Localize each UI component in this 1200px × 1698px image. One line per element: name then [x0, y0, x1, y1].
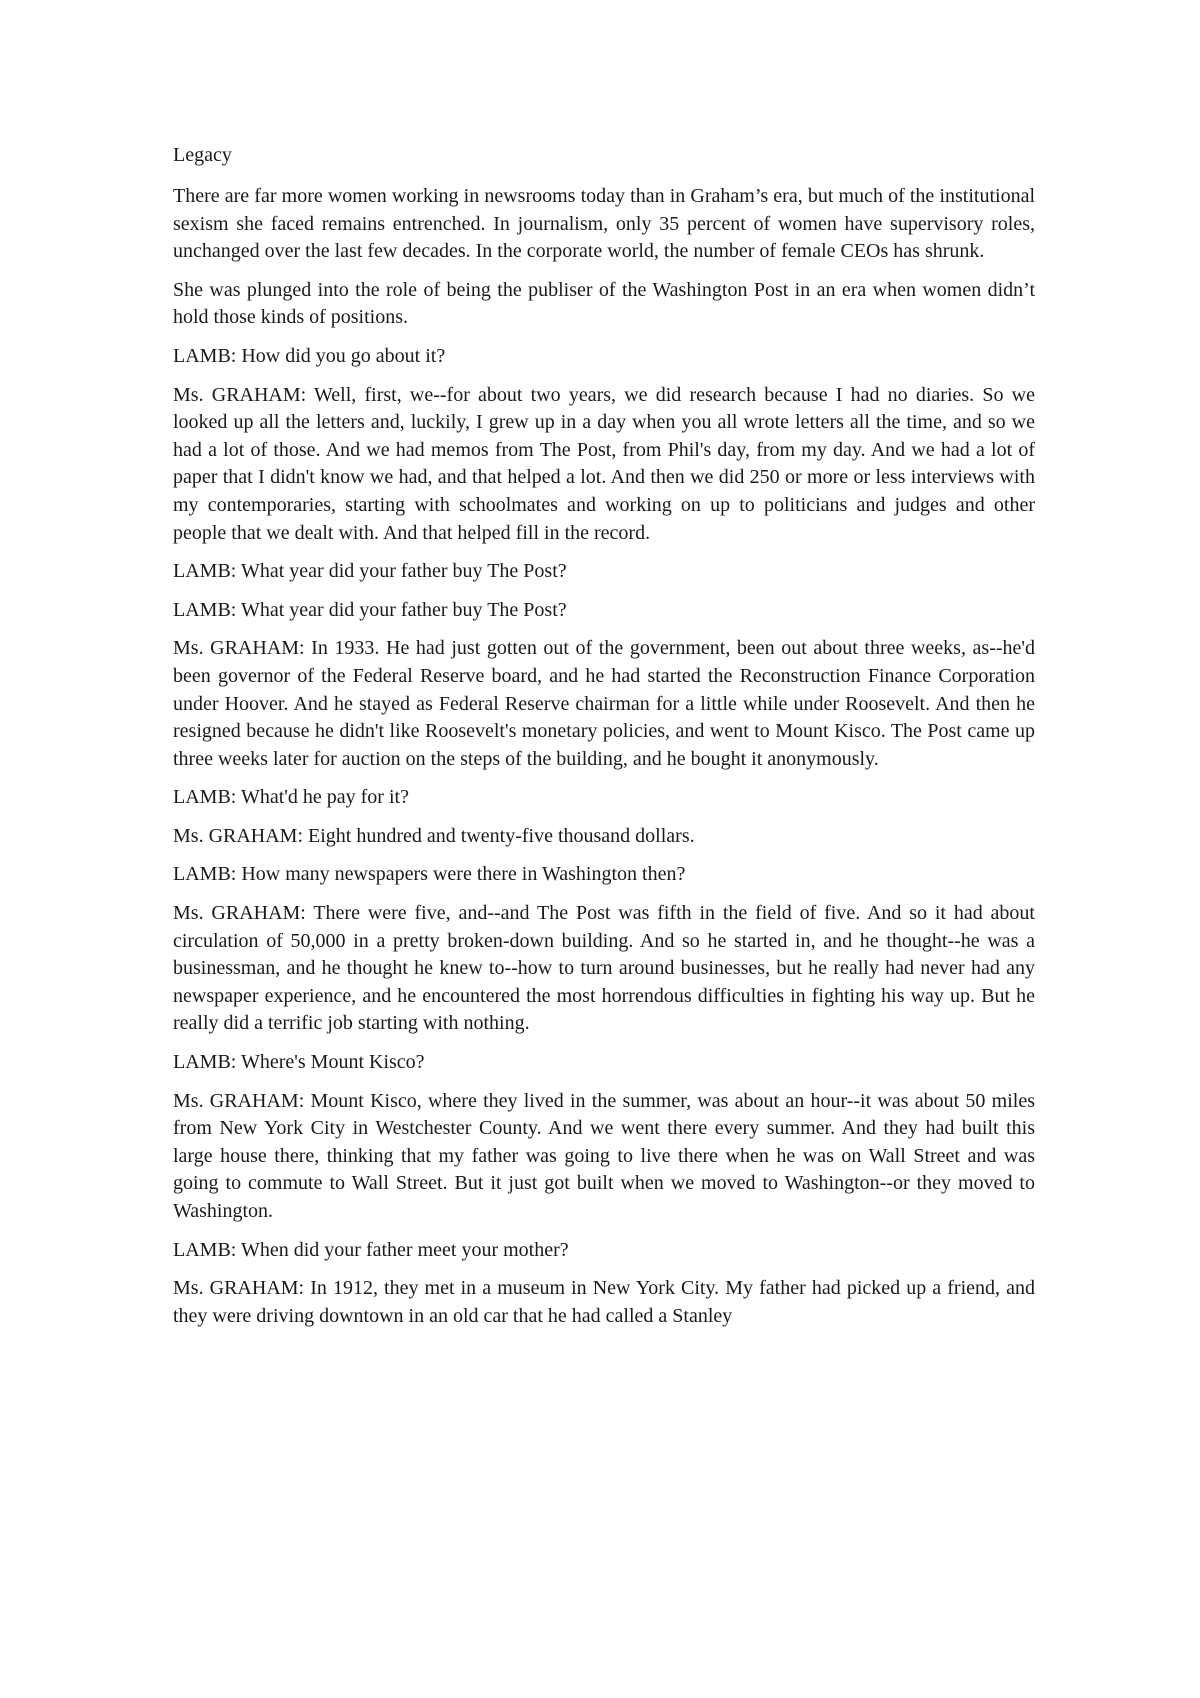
question-parents-meet: LAMB: When did your father meet your mother? [173, 1238, 569, 1261]
section-heading: Legacy [173, 144, 232, 166]
question-how-did-you-go-about-it: LAMB: How did you go about it? [173, 344, 446, 367]
paragraph-publisher: She was plunged into the role of being the publiser of the Washington Post in an era when women didn’t hold those kinds of positions. [173, 278, 1035, 329]
question-year-father-bought-post-repeat: LAMB: What year did your father buy The Post? [173, 598, 567, 621]
document-page [173, 141, 1035, 1341]
paragraph-intro: There are far more women working in newsrooms today than in Graham’s era, but much of the institutional sexism she faced remains entrenched. In journalism, only 35 percent of women have supervisory roles, unchanged over the last few decades. In the corporate world, the number of female CEOs has shrunk. [173, 185, 1035, 263]
question-year-father-bought-post: LAMB: What year did your father buy The Post? [173, 560, 567, 583]
answer-price: Ms. GRAHAM: Eight hundred and twenty-five thousand dollars. [173, 824, 695, 847]
answer-mount-kisco: Ms. GRAHAM: Mount Kisco, where they lived in the summer, was about an hour--it was about 50 miles from New York City in Westchester County. And we went there every summer. And they had built this large house there, thinking that my father was going to live there when he was on Wall Street and was going to commute to Wall Street. But it just got built when we moved to Washington--or they moved to Washington. [173, 1089, 1035, 1222]
question-what-did-he-pay: LAMB: What'd he pay for it? [173, 786, 409, 809]
answer-1933: Ms. GRAHAM: In 1933. He had just gotten out of the government, been out about three weeks, as--he'd been governor of the Federal Reserve board, and he had started the Reconstruction Finance Corporation under Hoover. And he stayed as Federal Reserve chairman for a little while under Roosevelt. And then he resigned because he didn't like Roosevelt's monetary policies, and went to Mount Kisco. The Post came up three weeks later for auction on the steps of the building, and he bought it anonymously. [173, 637, 1035, 770]
answer-five-newspapers: Ms. GRAHAM: There were five, and--and The Post was fifth in the field of five. And so it had about circulation of 50,000 in a pretty broken-down building. And so he started in, and he thought--he was a businessman, and he thought he knew to--how to turn around businesses, but he really had never had any newspaper experience, and he encountered the most horrendous difficulties in fighting his way up. But he really did a terrific job starting with nothing. [173, 902, 1035, 1035]
question-wheres-mount-kisco: LAMB: Where's Mount Kisco? [173, 1051, 425, 1074]
answer-1912: Ms. GRAHAM: In 1912, they met in a museum in New York City. My father had picked up a friend, and they were driving downtown in an old car that he had called a Stanley [173, 1277, 1035, 1327]
answer-research: Ms. GRAHAM: Well, first, we--for about two years, we did research because I had no diaries. So we looked up all the letters and, luckily, I grew up in a day when you all wrote letters all the time, and so we had a lot of those. And we had memos from The Post, from Phil's day, from my day. And we had a lot of paper that I didn't know we had, and that helped a lot. And then we did 250 or more or less interviews with my contemporaries, starting with schoolmates and working on up to politicians and judges and other people that we dealt with. And that helped fill in the record. [173, 383, 1035, 544]
question-how-many-newspapers: LAMB: How many newspapers were there in Washington then? [173, 863, 686, 886]
